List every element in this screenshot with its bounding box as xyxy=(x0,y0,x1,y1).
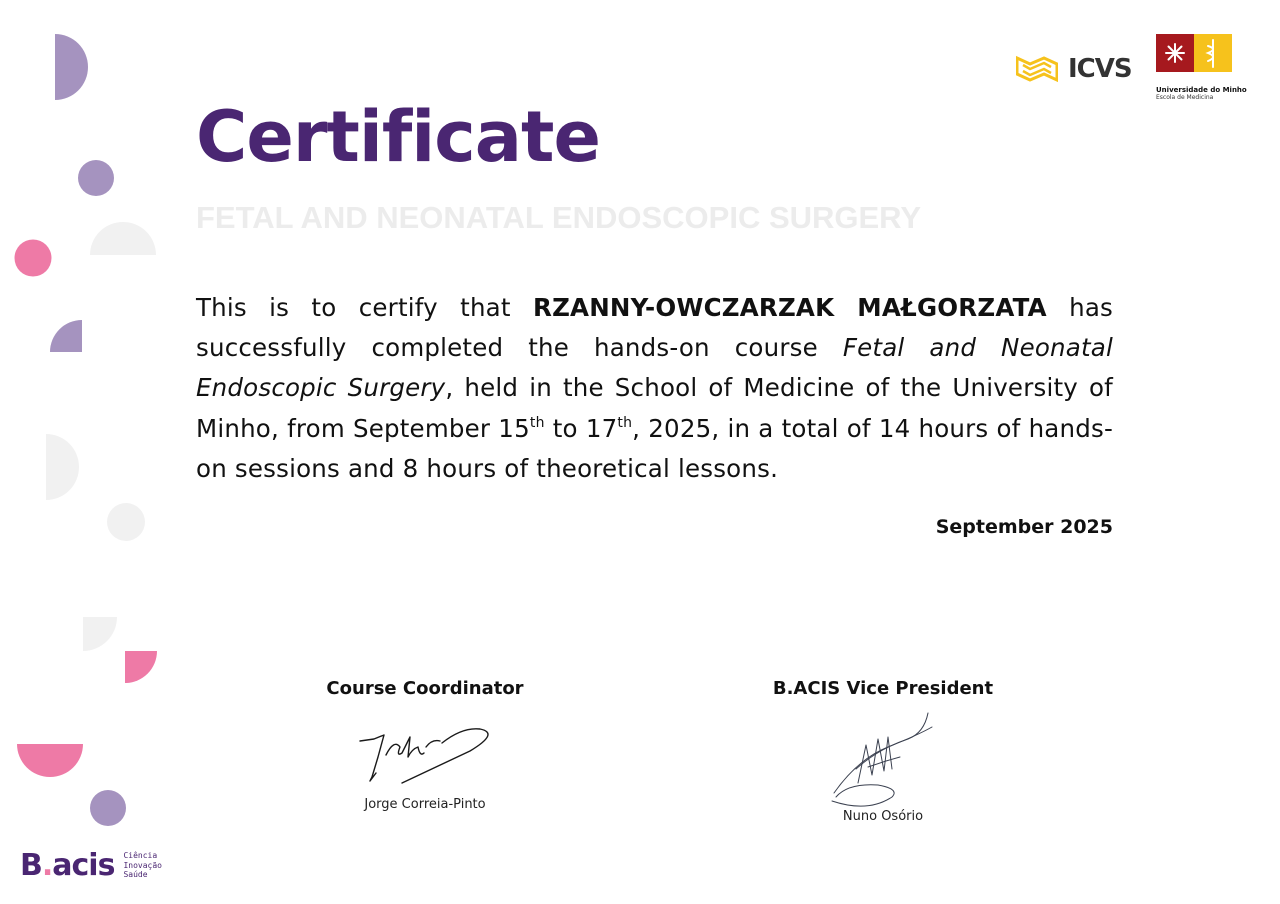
decor-quarter-circle-pink xyxy=(125,651,157,683)
bacis-wordmark-b: B xyxy=(20,848,42,883)
icvs-emblem-icon xyxy=(1016,54,1058,84)
uminho-subtitle: Escola de Medicina xyxy=(1156,94,1214,101)
signatory-name: Jorge Correia-Pinto xyxy=(364,797,486,812)
bacis-wordmark-rest: acis xyxy=(52,848,115,883)
signature-vice-president-image xyxy=(828,709,938,809)
uminho-name: Universidade do Minho xyxy=(1156,86,1247,94)
signature-coordinator-image xyxy=(350,717,500,789)
bacis-wordmark-dot: . xyxy=(41,848,53,883)
decor-circle-gray xyxy=(107,503,145,541)
signatory-name: Nuno Osório xyxy=(842,809,924,824)
icvs-logo xyxy=(1016,54,1132,84)
statement-venue: , held in the School of Medicine of the University of Minho, from September 15 xyxy=(196,373,1113,443)
bacis-tagline xyxy=(123,851,162,880)
statement-to: to 17 xyxy=(544,413,618,443)
bacis-tagline-line: Ciência xyxy=(123,851,158,861)
issue-date: September 2025 xyxy=(935,516,1113,538)
uminho-emblem-icon xyxy=(1156,34,1232,72)
bacis-tagline-line: Saúde xyxy=(123,870,148,880)
decor-circle-lavender-bottom xyxy=(89,789,127,827)
decor-half-circle-gray xyxy=(46,434,80,500)
signatory-role: Course Coordinator xyxy=(326,678,524,699)
icvs-logo-text: ICVS xyxy=(1068,54,1132,84)
decor-circle-pink xyxy=(14,239,52,277)
signature-block-vice-president xyxy=(733,678,1033,824)
course-heading: FETAL AND NEONATAL ENDOSCOPIC SURGERY xyxy=(196,200,922,235)
decor-semicircle-gray xyxy=(90,221,156,255)
signatory-role: B.ACIS Vice President xyxy=(772,678,994,699)
bacis-logo xyxy=(20,848,162,883)
certificate-title: Certificate xyxy=(196,96,600,178)
decor-quarter-circle-gray xyxy=(83,617,117,651)
statement-middle: has successfully completed the hands-on course xyxy=(196,293,1113,363)
start-date-suffix: th xyxy=(529,414,545,431)
certificate-statement xyxy=(196,288,1113,489)
decor-semicircle-pink xyxy=(17,744,83,777)
decor-quarter-circle-lavender xyxy=(50,320,82,352)
bacis-wordmark xyxy=(20,848,114,883)
course-name: Fetal and Neonatal Endoscopic Surgery xyxy=(196,333,1113,403)
decor-circle-lavender xyxy=(78,160,114,196)
decor-half-circle-lavender xyxy=(55,34,89,100)
statement-closing: , 2025, in a total of 14 hours of hands-on sessions and 8 hours of theoretical lessons. xyxy=(196,413,1114,483)
bacis-tagline-line: Inovação xyxy=(123,860,162,870)
participant-name: RZANNY-OWCZARZAK MAŁGORZATA xyxy=(533,293,1047,322)
signature-block-coordinator xyxy=(275,678,575,812)
statement-intro: This is to certify that xyxy=(196,293,511,322)
end-date-suffix: th xyxy=(617,414,633,431)
